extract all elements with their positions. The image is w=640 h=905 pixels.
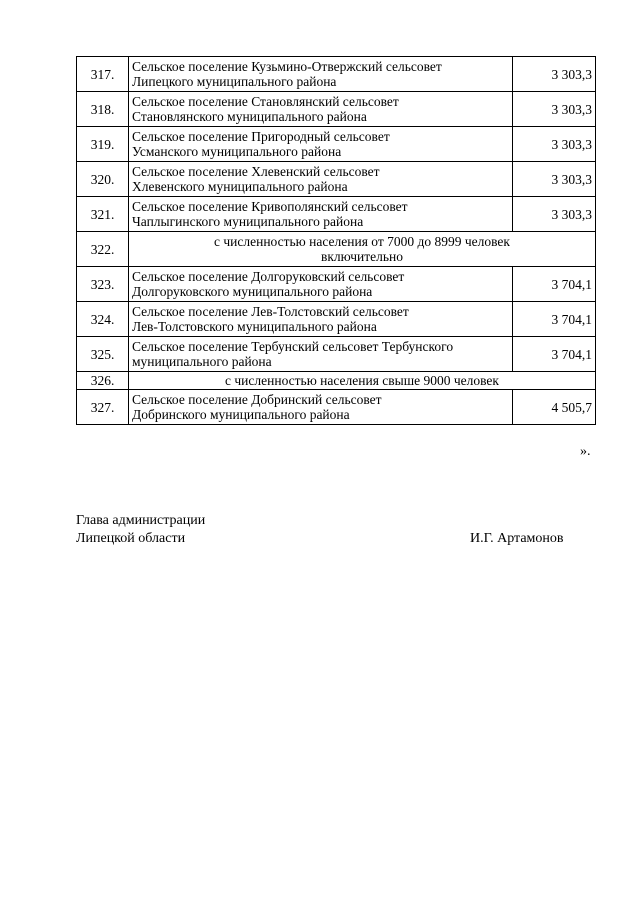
row-number: 327. xyxy=(77,390,129,425)
row-number: 319. xyxy=(77,127,129,162)
row-number: 320. xyxy=(77,162,129,197)
table-row xyxy=(77,197,596,232)
cell-text-line: Хлевенского муниципального района xyxy=(132,179,348,194)
cell-text-line: Сельское поселение Кузьмино-Отвержский сельсовет xyxy=(132,59,442,74)
settlement-name xyxy=(129,267,513,302)
table-row xyxy=(77,162,596,197)
closing-quote-mark: ». xyxy=(580,444,591,459)
cell-text-line: муниципального района xyxy=(132,354,272,369)
table-row xyxy=(77,372,596,390)
row-number: 321. xyxy=(77,197,129,232)
amount-value: 4 505,7 xyxy=(513,390,596,425)
settlement-name xyxy=(129,337,513,372)
group-heading xyxy=(129,372,596,390)
row-number: 318. xyxy=(77,92,129,127)
cell-text-line: Добринского муниципального района xyxy=(132,407,350,422)
row-number: 317. xyxy=(77,57,129,92)
signatory-title-line-1: Глава администрации xyxy=(76,513,206,528)
table-row xyxy=(77,337,596,372)
cell-text-line: Сельское поселение Добринский сельсовет xyxy=(132,392,382,407)
cell-text-line: Сельское поселение Пригородный сельсовет xyxy=(132,129,390,144)
settlement-name xyxy=(129,57,513,92)
row-number: 326. xyxy=(77,372,129,390)
row-number: 324. xyxy=(77,302,129,337)
cell-text-line: Липецкого муниципального района xyxy=(132,74,337,89)
table-body xyxy=(77,57,596,425)
cell-text-line: Становлянского муниципального района xyxy=(132,109,367,124)
cell-text-line: Лев-Толстовского муниципального района xyxy=(132,319,377,334)
cell-text-line: Чаплыгинского муниципального района xyxy=(132,214,364,229)
signatory-title-line-2: Липецкой области xyxy=(76,531,186,546)
row-number: 322. xyxy=(77,232,129,267)
amount-value: 3 303,3 xyxy=(513,127,596,162)
settlement-name xyxy=(129,390,513,425)
amount-value: 3 303,3 xyxy=(513,197,596,232)
signatory-name: И.Г. Артамонов xyxy=(470,531,564,546)
row-number: 323. xyxy=(77,267,129,302)
amount-value: 3 704,1 xyxy=(513,267,596,302)
amount-value: 3 704,1 xyxy=(513,337,596,372)
cell-text-line: Сельское поселение Долгоруковский сельсовет xyxy=(132,269,405,284)
cell-text-line: Усманского муниципального района xyxy=(132,144,342,159)
settlement-name xyxy=(129,302,513,337)
row-number: 325. xyxy=(77,337,129,372)
signatory-title xyxy=(76,512,205,548)
table-row xyxy=(77,57,596,92)
table-row xyxy=(77,92,596,127)
amount-value: 3 303,3 xyxy=(513,162,596,197)
cell-text-line: с численностью населения свыше 9000 человек xyxy=(225,373,499,388)
table-row xyxy=(77,267,596,302)
cell-text-line: Сельское поселение Становлянский сельсовет xyxy=(132,94,399,109)
cell-text-line: Сельское поселение Кривополянский сельсовет xyxy=(132,199,408,214)
cell-text-line: Сельское поселение Тербунский сельсовет Тербунского xyxy=(132,339,454,354)
allocation-table xyxy=(76,56,596,425)
cell-text-line: включительно xyxy=(320,249,403,264)
settlement-name xyxy=(129,92,513,127)
table-row xyxy=(77,127,596,162)
settlement-name xyxy=(129,127,513,162)
cell-text-line: Сельское поселение Хлевенский сельсовет xyxy=(132,164,380,179)
amount-value: 3 303,3 xyxy=(513,92,596,127)
table-row xyxy=(77,390,596,425)
settlement-name xyxy=(129,197,513,232)
cell-text-line: с численностью населения от 7000 до 8999 человек xyxy=(214,234,510,249)
group-heading xyxy=(129,232,596,267)
cell-text-line: Долгоруковского муниципального района xyxy=(132,284,373,299)
amount-value: 3 704,1 xyxy=(513,302,596,337)
table-row xyxy=(77,302,596,337)
settlement-name xyxy=(129,162,513,197)
amount-value: 3 303,3 xyxy=(513,57,596,92)
cell-text-line: Сельское поселение Лев-Толстовский сельсовет xyxy=(132,304,409,319)
table-row xyxy=(77,232,596,267)
